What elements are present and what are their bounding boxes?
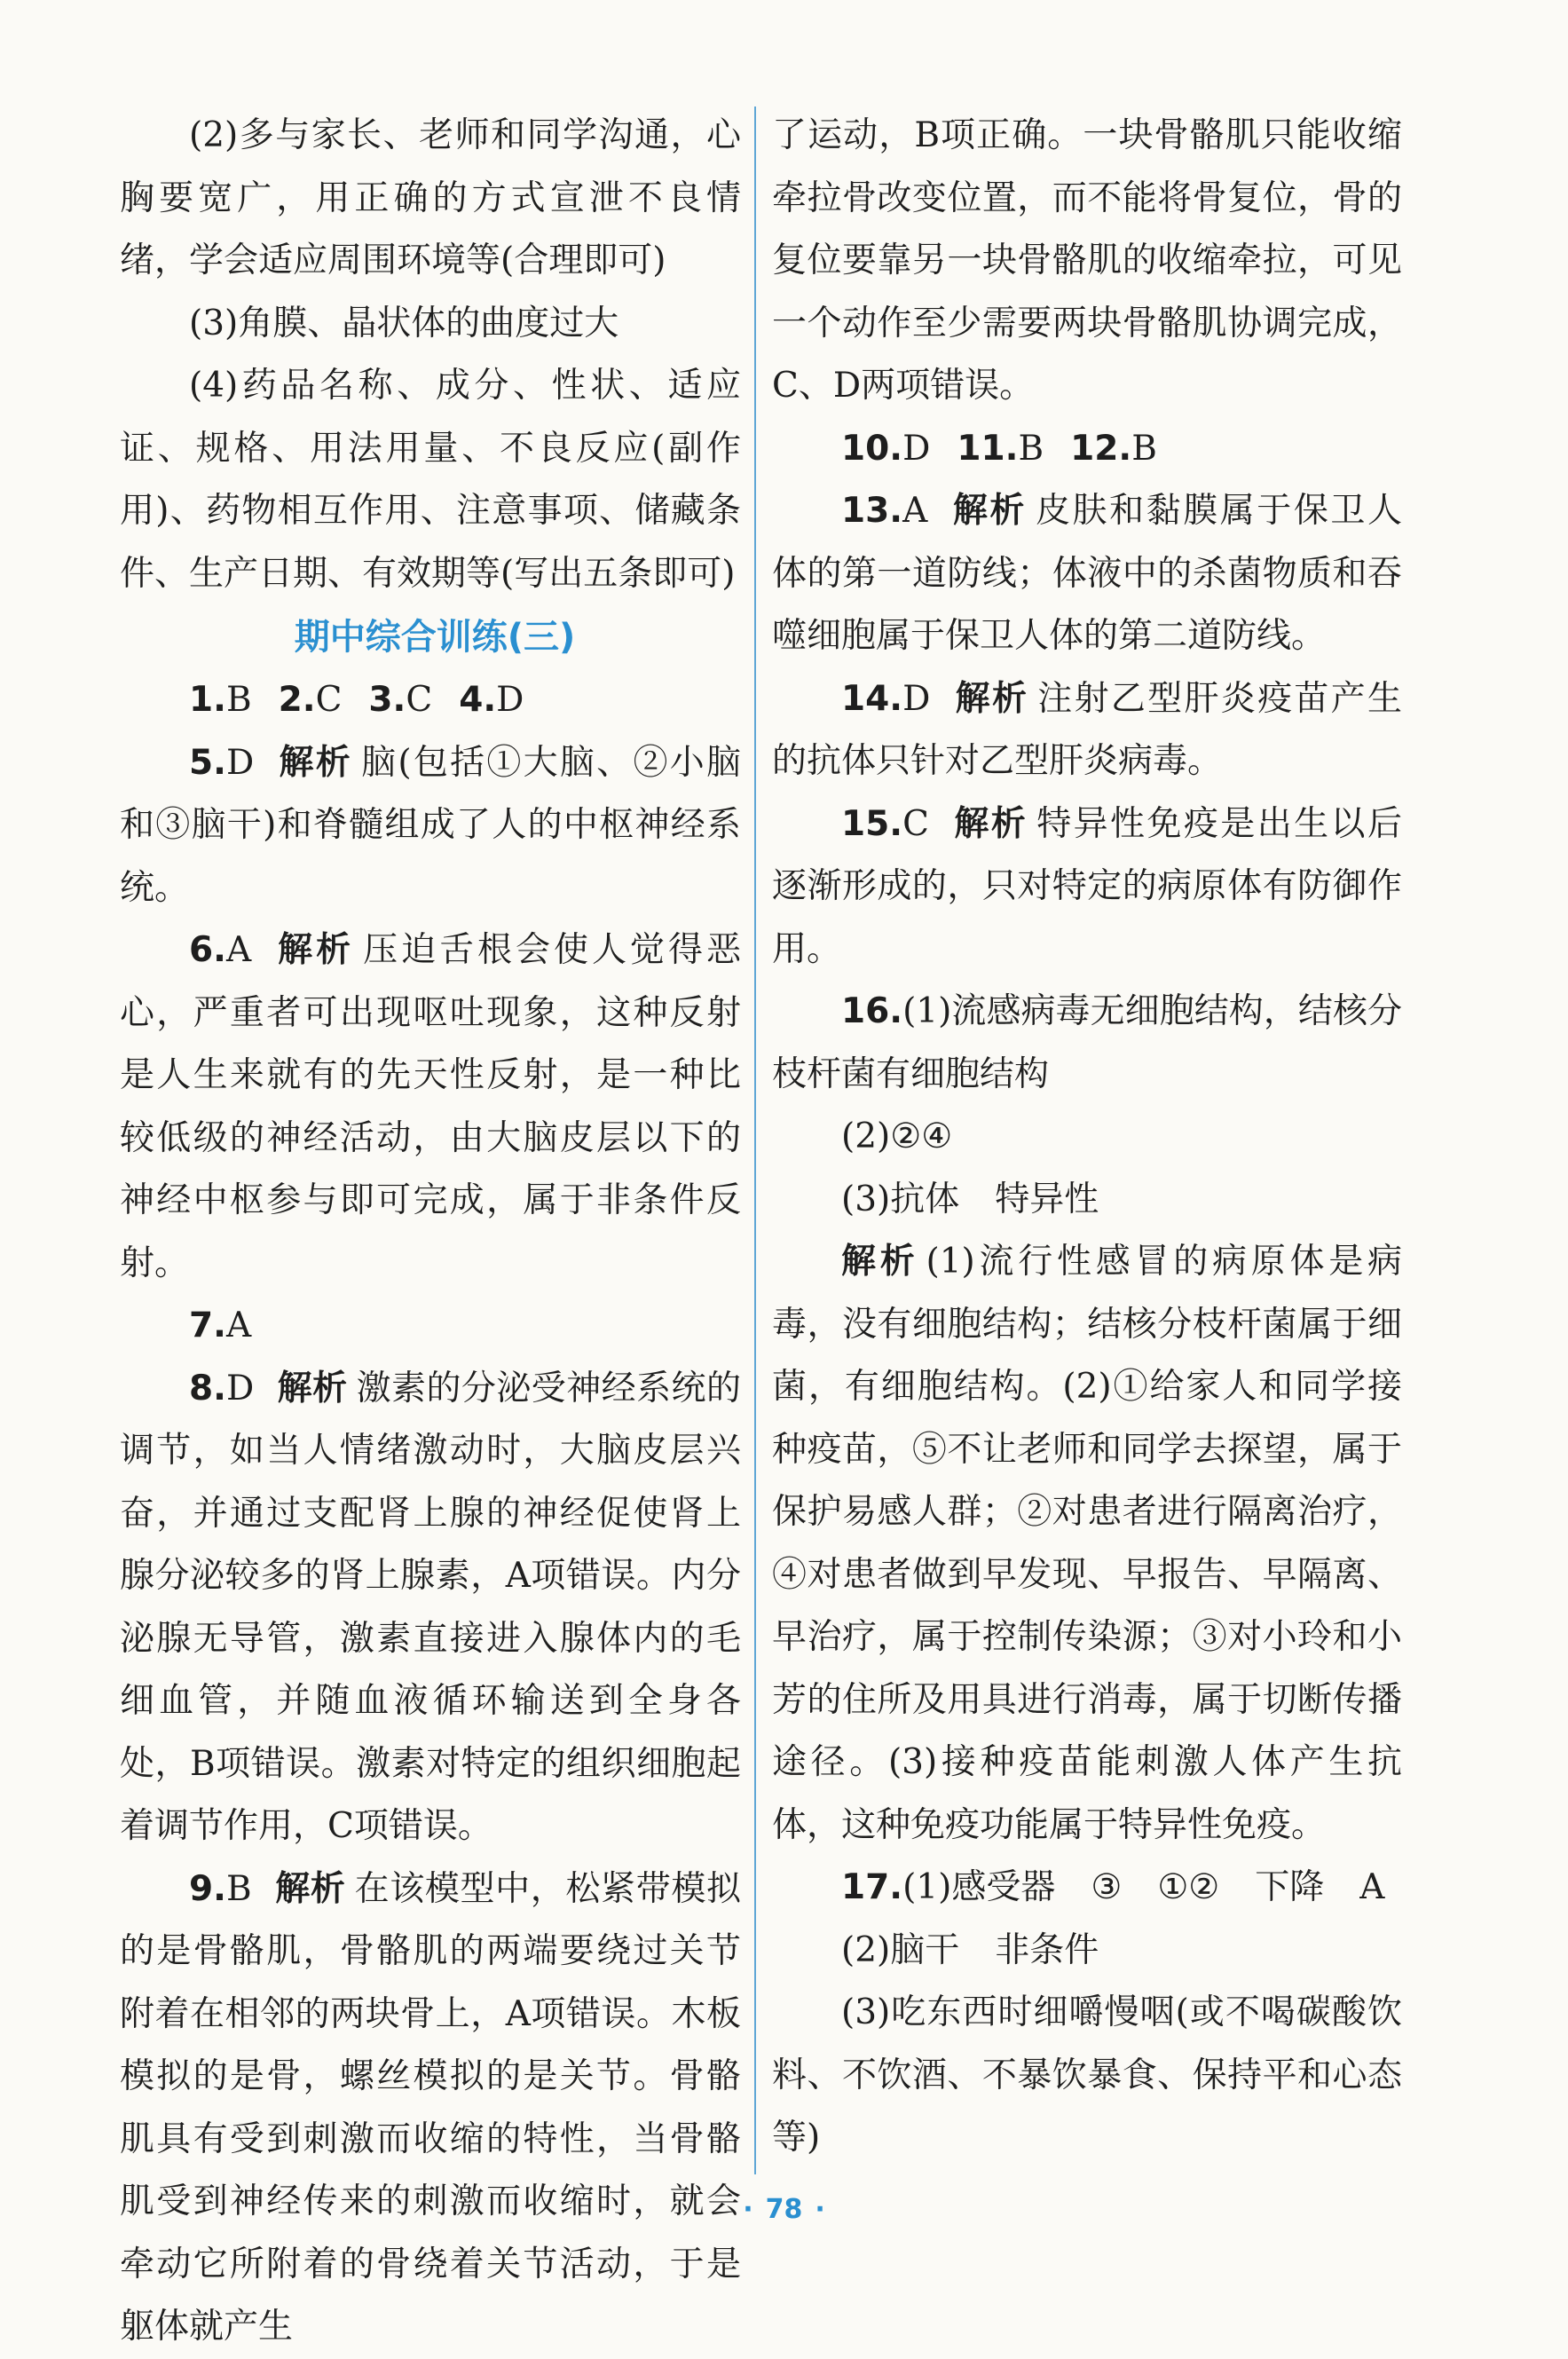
q14-analysis: 注射乙型肝炎疫苗产生的抗体只针对乙型肝炎病毒。 (772, 678, 1402, 781)
right-column (772, 105, 1402, 2170)
q16-analysis: (1)流行性感冒的病原体是病毒，没有细胞结构；结核分枝杆菌属于细菌，有细胞结构。(2)①给家人和同学接种疫苗，⑤不让老师和同学去探望，属于保护易感人群；②对患者进行隔离治疗，④对患者做到早发现、早报告、早隔离、早治疗，属于控制传染源；③对小玲和小芳的住所及用具进行消毒，属于切断传播途径。(3)接种疫苗能刺激人体产生抗体，这种免疫功能属于特异性免疫。 (772, 1242, 1402, 1845)
q17-part2 (772, 1920, 1402, 1983)
q10-number: 10. (841, 428, 903, 469)
q16-answer-3b: 特异性 (995, 1179, 1099, 1219)
q4-number: 4. (459, 680, 497, 720)
q8-analysis: 激素的分泌受神经系统的调节，如当人情绪激动时，大脑皮层兴奋，并通过支配肾上腺的神经促使肾上腺分泌较多的肾上腺素，A项错误。内分泌腺无导管，激素直接进入腺体内的毛细血管，并随血液循环输送到全身各处，B项错误。激素对特定的组织细胞起着调节作用，C项错误。 (120, 1368, 741, 1846)
column-divider (754, 107, 756, 2174)
q17-answer-1e: A (1359, 1867, 1385, 1907)
q3-answer: (3)角膜、晶状体的曲度过大 (189, 303, 619, 343)
page-dot-left: · (743, 2194, 753, 2225)
q17-answer-2b: 非条件 (995, 1929, 1099, 1970)
q17-part3: (3)吃东西时细嚼慢咽(或不喝碳酸饮料、不饮酒、不暴饮暴食、保持平和心态等) (772, 1992, 1402, 2158)
q14-answer: D (902, 678, 931, 719)
page-dot-right: · (815, 2194, 825, 2225)
q6-number: 6. (189, 930, 226, 970)
q15-analysis-label: 解析 (951, 803, 1028, 844)
q13-item (772, 480, 1402, 668)
q1-number: 1. (189, 680, 226, 720)
q8-answer: D (225, 1368, 255, 1408)
q2-choice: C (315, 680, 343, 720)
q17-answer-1d: 下降 (1255, 1867, 1325, 1907)
q16-number: 16. (841, 991, 903, 1031)
q5-answer: D (225, 742, 255, 783)
q16-part3 (772, 1169, 1402, 1232)
q16-part2: (2)②④ (841, 1116, 953, 1156)
q16-answer-3a: (3)抗体 (841, 1179, 960, 1219)
q16-analysis-item (772, 1231, 1402, 1857)
q9-number: 9. (189, 1868, 226, 1909)
q9-analysis-continued: 了运动，B项正确。一块骨骼肌只能收缩牵拉骨改变位置，而不能将骨复位，骨的复位要靠另一块骨骼肌的收缩牵拉，可见一个动作至少需要两块骨骼肌协调完成，C、D两项错误。 (772, 115, 1402, 406)
q8-item (120, 1358, 741, 1858)
q6-analysis-label: 解析 (274, 930, 355, 970)
section-title: 期中综合训练(三) (294, 617, 576, 658)
q2-answer: (2)多与家长、老师和同学沟通，心胸要宽广，用正确的方式宣泄不良情绪，学会适应周围环境等(合理即可) (120, 115, 741, 280)
q14-number: 14. (841, 678, 903, 719)
answers-1-4 (120, 669, 741, 732)
q14-item (772, 668, 1402, 793)
q5-analysis-label: 解析 (277, 742, 353, 783)
q13-analysis-label: 解析 (950, 491, 1027, 531)
page-number-value: 78 (765, 2194, 803, 2225)
q12-answer: B (1131, 428, 1157, 469)
q17-answer-2a: (2)脑干 (841, 1929, 960, 1970)
q9-analysis-label: 解析 (274, 1868, 346, 1909)
q5-item (120, 732, 741, 920)
q17-number: 17. (841, 1867, 903, 1907)
q17-answer-1a: (1)感受器 (902, 1867, 1056, 1907)
q13-analysis: 皮肤和黏膜属于保卫人体的第一道防线；体液中的杀菌物质和吞噬细胞属于保卫人体的第二道防线。 (772, 491, 1402, 656)
q15-number: 15. (841, 803, 903, 844)
q11-number: 11. (957, 428, 1019, 469)
q6-answer: A (225, 930, 252, 970)
q17-answer-1b: ③ (1091, 1867, 1123, 1907)
q6-item (120, 919, 741, 1295)
q14-analysis-label: 解析 (953, 678, 1029, 719)
q16-part1 (772, 981, 1402, 1106)
q13-number: 13. (841, 491, 903, 531)
q7-number: 7. (189, 1306, 226, 1345)
q13-answer: A (902, 491, 928, 531)
left-column (120, 105, 741, 2359)
q16-analysis-label: 解析 (841, 1242, 919, 1282)
q3-choice: C (406, 680, 433, 720)
q16-answer-1: (1)流感病毒无细胞结构，结核分枝杆菌有细胞结构 (772, 991, 1402, 1094)
q15-item (772, 793, 1402, 982)
q7-answer: A (225, 1306, 252, 1345)
q15-answer: C (902, 803, 929, 844)
q9-analysis: 在该模型中，松紧带模拟的是骨骼肌，骨骼肌的两端要绕过关节附着在相邻的两块骨上，A项错误。木板模拟的是骨，螺丝模拟的是关节。骨骼肌具有受到刺激而收缩的特性，当骨骼肌受到神经传来的刺激而收缩时，就会牵动它所附着的骨绕着关节活动，于是躯体就产生 (120, 1868, 741, 2347)
q11-answer: B (1018, 428, 1044, 469)
q8-number: 8. (189, 1368, 226, 1408)
page-number (0, 2192, 1568, 2228)
q2-number: 2. (278, 680, 316, 720)
q1-answer: B (225, 680, 252, 720)
q12-number: 12. (1070, 428, 1132, 469)
q4-answer: (4)药品名称、成分、性状、适应证、规格、用法用量、不良反应(副作用)、药物相互作用、注意事项、储藏条件、生产日期、有效期等(写出五条即可) (120, 366, 741, 594)
q9-answer: B (225, 1868, 252, 1909)
q5-number: 5. (189, 742, 226, 783)
q17-part1 (772, 1857, 1402, 1920)
q8-analysis-label: 解析 (277, 1368, 348, 1408)
q4-choice: D (496, 680, 524, 720)
q9-item (120, 1858, 741, 2359)
q7-item (120, 1295, 741, 1358)
q5-analysis: 脑(包括①大脑、②小脑和③脑干)和脊髓组成了人的中枢神经系统。 (120, 742, 741, 908)
q17-answer-1c: ①② (1157, 1867, 1220, 1907)
answers-10-12 (772, 418, 1402, 481)
q3-number: 3. (368, 680, 406, 720)
q10-answer: D (902, 428, 931, 469)
q6-analysis: 压迫舌根会使人觉得恶心，严重者可出现呕吐现象，这种反射是人生来就有的先天性反射，是一种比较低级的神经活动，由大脑皮层以下的神经中枢参与即可完成，属于非条件反射。 (120, 930, 741, 1283)
q15-analysis: 特异性免疫是出生以后逐渐形成的，只对特定的病原体有防御作用。 (772, 803, 1402, 969)
